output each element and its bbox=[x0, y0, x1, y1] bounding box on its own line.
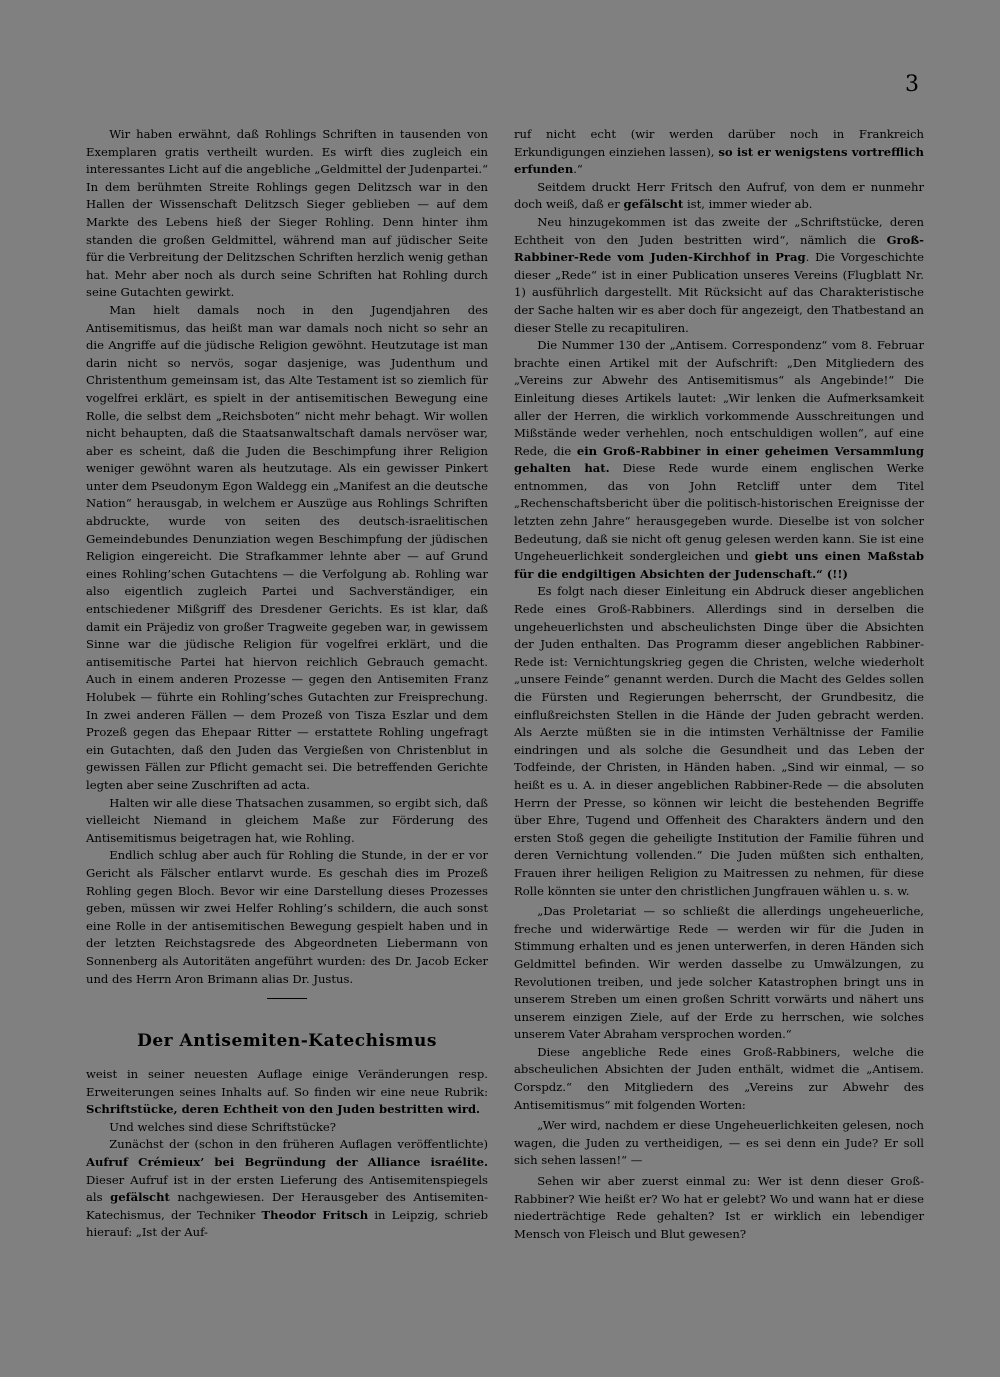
text-run: .“ bbox=[573, 162, 583, 177]
paragraph: Sehen wir aber zuerst einmal zu: Wer ist denn dieser Groß-Rabbiner? Wie heißt er? Wo hat er gelebt? Wo und wann hat er diese niederträchtige Rede gehalten? Ist er wirklich ein lebendiger Mensch von Fleisch und Blut gewesen? bbox=[514, 1174, 924, 1241]
paragraph: Es folgt nach dieser Einleitung ein Abdruck dieser angeblichen Rede eines Groß-Rabbiners. Allerdings sind in derselben die ungeheuerlichsten und abscheulichsten Dinge über die Absichten der Juden enthalten. Das Programm dieser angeblichen Rabbiner-Rede ist: Vernichtungskrieg gegen die Christen, welche wiederholt „unsere Feinde“ genannt werden. Durch die Macht des Geldes sollen die Fürsten und Regierungen beherrscht, der Grundbesitz, die einflußreichsten Stellen in die Hände der Juden gebracht werden. Als Aerzte müßten sie in die intimsten Verhältnisse der Familie eindringen und als solche die Gesundheit und das Leben der Todfeinde, der Christen, in Händen haben. „Sind wir einmal, — so heißt es u. A. in dieser angeblichen Rabbiner-Rede — die absoluten Herrn der Presse, so können wir leicht die bestehenden Begriffe über Ehre, Tugend und Offenheit des Charakters ändern und den ersten Stoß gegen die geheiligte Institution der Familie führen und deren Vernichtung vollenden.“ Die Juden müßten sich enthalten, Frauen ihrer heiligen Religion zu Maitressen zu nehmen, für diese Rolle könnten sie unter den christlichen Jungfrauen wählen u. s. w. bbox=[514, 584, 924, 898]
text-run: nachgewiesen. Der Herausgeber des Antisemiten-Katechismus, der Techniker bbox=[86, 1190, 488, 1222]
paragraph: „Das Proletariat — so schließt die allerdings ungeheuerliche, freche und widerwärtige Rede — werden wir für die Juden in Stimmung erhalten und es jenen unterwerfen, in deren Händen sich Geldmittel befinden. Wir werden dasselbe zu Umwälzungen, zu Revolutionen treiben, und jede solcher Katastrophen bringt uns in unserem Streben um einen großen Schritt vorwärts und nähert uns unserem einzigen Ziele, auf der Erde zu herrschen, wie solches unserem Vater Abraham versprochen worden.“ bbox=[514, 904, 924, 1042]
paragraph: Man hielt damals noch in den Jugendjahren des Antisemitismus, das heißt man war damals noch nicht so sehr an die Angriffe auf die jüdische Religion gewöhnt. Heutzutage ist man darin nicht so nervös, sogar dasjenige, was Judenthum und Christenthum gemeinsam ist, das Alte Testament ist so ziemlich für vogelfrei erklärt, es spielt in der antisemitischen Bewegung eine Rolle, die selbst dem „Reichsboten“ nicht mehr behagt. Wir wollen nicht behaupten, daß die Staatsanwaltschaft damals nervöser war, aber es scheint, daß die Juden die Beschimpfung ihrer Religion weniger gewöhnt waren als heutzutage. Als ein gewisser Pinkert unter dem Pseudonym Egon Waldegg ein „Manifest an die deutsche Nation“ herausgab, in welchem er Auszüge aus Rohlings Schriften abdruckte, wurde von seiten des deutsch-israelitischen Gemeindebundes Denunziation wegen Beschimpfung der jüdischen Religion eingereicht. Die Strafkammer lehnte aber — auf Grund eines Rohling’schen Gutachtens — die Verfolgung ab. Rohling war also eigentlich zugleich Partei und Sachverständiger, ein entschiedener Mißgriff des Dresdener Gerichts. Es ist klar, daß damit ein Präjediz von großer Tragweite gegeben war, in gewissem Sinne war die jüdische Religion für vogelfrei erklärt, und die antisemitische Partei hat hiervon reichlich Gebrauch gemacht. Auch in einem anderen Prozesse — gegen den Antisemiten Franz Holubek — führte ein Rohling’sches Gutachten zur Freisprechung. In zwei anderen Fällen — dem Prozeß von Tisza Eszlar und dem Prozeß gegen das Ehepaar Ritter — erstattete Rohling ungefragt ein Gutachten, daß den Juden das Vergießen von Christenblut in gewissen Fällen zur Pflicht gemacht sei. Die betreffenden Gerichte legten aber seine Zuschriften ad acta. bbox=[86, 302, 488, 792]
text-run: weist in seiner neuesten Auflage einige Veränderungen resp. Erweiterungen seines Inhalts auf. So finden wir eine neue Rubrik: bbox=[86, 1067, 488, 1099]
paragraph bbox=[86, 1136, 488, 1242]
paragraph bbox=[514, 126, 924, 179]
paragraph: Endlich schlug aber auch für Rohling die Stunde, in der er vor Gericht als Fälscher entlarvt wurde. Es geschah dies im Prozeß Rohling gegen Bloch. Bevor wir eine Darstellung dieses Prozesses geben, müssen wir zwei Helfer Rohling’s schildern, die auch sonst eine Rolle in der antisemitischen Bewegung gespielt haben und in der letzten Reichstagsrede des Abgeordneten Liebermann von Sonnenberg als Autoritäten angeführt wurden: des Dr. Jacob Ecker und des Herrn Aron Brimann alias Dr. Justus. bbox=[86, 848, 488, 986]
text-run: Neu hinzugekommen ist das zweite der „Schriftstücke, deren Echtheit von den Juden bestritten wird“, nämlich die bbox=[514, 214, 924, 247]
section-heading: Der Antisemiten-Katechismus bbox=[137, 1031, 437, 1052]
paragraph: Und welches sind diese Schriftstücke? bbox=[109, 1119, 336, 1134]
text-run: Dieser Aufruf ist in der ersten Lieferung des Antisemitenspiegels als bbox=[86, 1172, 488, 1205]
text-run: Diese Rede wurde einem englischen Werke entnommen, das von John Retcliff unter dem Titel „Rechenschaftsbericht über die politisch-historischen Ereignisse der letzten zehn Jahre“ herausgegeben wurde. Dieselbe ist von solcher Bedeutung, daß sie nicht oft genug gelesen werden kann. Sie ist eine Ungeheuerlichkeit sondergleichen und bbox=[514, 461, 925, 564]
text-run: Zunächst der (schon in den früheren Auflagen veröffentlichte) bbox=[109, 1137, 488, 1152]
emphasis: so ist er wenigstens vortrefflich erfunden bbox=[514, 144, 924, 177]
page-number: 3 bbox=[905, 72, 919, 97]
emphasis: Schriftstücke, deren Echtheit von den Juden bestritten wird. bbox=[86, 1102, 481, 1117]
paragraph: „Wer wird, nachdem er diese Ungeheuerlichkeiten gelesen, noch wagen, die Juden zu vertheidigen, — es sei denn ein Jude? Er soll sich sehen lassen!“ — bbox=[514, 1118, 924, 1168]
emphasis: Groß-Rabbiner-Rede vom Juden-Kirchhof in Prag bbox=[514, 232, 924, 265]
emphasis: Aufruf Crémieux’ bei Begründung der Alliance israélite. bbox=[86, 1155, 488, 1170]
text-run: ist, immer wieder ab. bbox=[683, 197, 813, 212]
right-column bbox=[514, 126, 924, 1243]
paragraph bbox=[514, 337, 924, 583]
text-run: Die Nummer 130 der „Antisem. Correspondenz“ vom 8. Februar brachte einen Artikel mit der Aufschrift: „Den Mitgliedern des „Vereins zur Abwehr des Antisemitismus“ als Angebinde!“ Die Einleitung dieses Artikels lautet: „Wir lenken die Aufmerksamkeit aller der Herren, die wirklich vorkommende Ausschreitungen und Mißstände weder verhehlen, noch entschuldigen wollen“, auf eine Rede, die bbox=[514, 338, 924, 458]
emphasis: Theodor Fritsch bbox=[261, 1207, 369, 1222]
text-run: ruf nicht echt (wir werden darüber noch in Frankreich Erkundigungen einziehen lassen), bbox=[514, 127, 924, 159]
section-divider bbox=[86, 988, 488, 1008]
text-run: Seitdem druckt Herr Fritsch den Aufruf, von dem er nunmehr doch weiß, daß er bbox=[514, 179, 924, 212]
emphasis: gefälscht bbox=[623, 197, 684, 212]
paragraph: Diese angebliche Rede eines Groß-Rabbiners, welche die abscheulichen Absichten der Juden enthält, widmet die „Antisem. Corspdz.“ den Mitgliedern des „Vereins zur Abwehr des Antisemitismus“ mit folgenden Worten: bbox=[514, 1044, 924, 1112]
left-column bbox=[86, 126, 488, 1242]
emphasis: gefälscht bbox=[110, 1190, 170, 1205]
emphasis: ein Groß-Rabbiner in einer geheimen Versammlung gehalten hat. bbox=[514, 443, 924, 476]
paragraph: Wir haben erwähnt, daß Rohlings Schriften in tausenden von Exemplaren gratis vertheilt wurden. Es wirft dies zugleich ein interessantes Licht auf die angebliche „Geldmittel der Judenpartei.“ In dem berühmten Streite Rohlings gegen Delitzsch war in den Hallen der Wissenschaft Delitzsch Sieger geblieben — auf dem Markte des Lebens hieß der Sieger Rohling. Denn hinter ihm standen die großen Geldmittel, während man auf jüdischer Seite für die Verbreitung der Delitzschen Schriften herzlich wenig gethan hat. Mehr aber noch als durch seine Schriften hat Rohling durch seine Gutachten gewirkt. bbox=[86, 127, 488, 300]
emphasis: giebt uns einen Maßstab für die endgiltigen Absichten der Judenschaft.“ (!!) bbox=[514, 549, 925, 581]
paragraph: Halten wir alle diese Thatsachen zusammen, so ergibt sich, daß vielleicht Niemand in gleichem Maße zur Förderung des Antisemitismus beigetragen hat, wie Rohling. bbox=[86, 795, 488, 845]
text-run: in Leipzig, schrieb hierauf: „Ist der Auf- bbox=[86, 1207, 488, 1240]
paragraph bbox=[514, 214, 924, 337]
text-run: . Die Vorgeschichte dieser „Rede“ ist in einer Publication unseres Vereins (Flugblatt Nr. 1) ausführlich dargestellt. Mit Rücksicht auf das Charakteristische der Sache halten wir es aber doch für angezeigt, den Thatbestand an dieser Stelle zu recapituliren. bbox=[514, 250, 924, 335]
paragraph bbox=[514, 179, 924, 214]
paragraph bbox=[86, 1066, 488, 1119]
